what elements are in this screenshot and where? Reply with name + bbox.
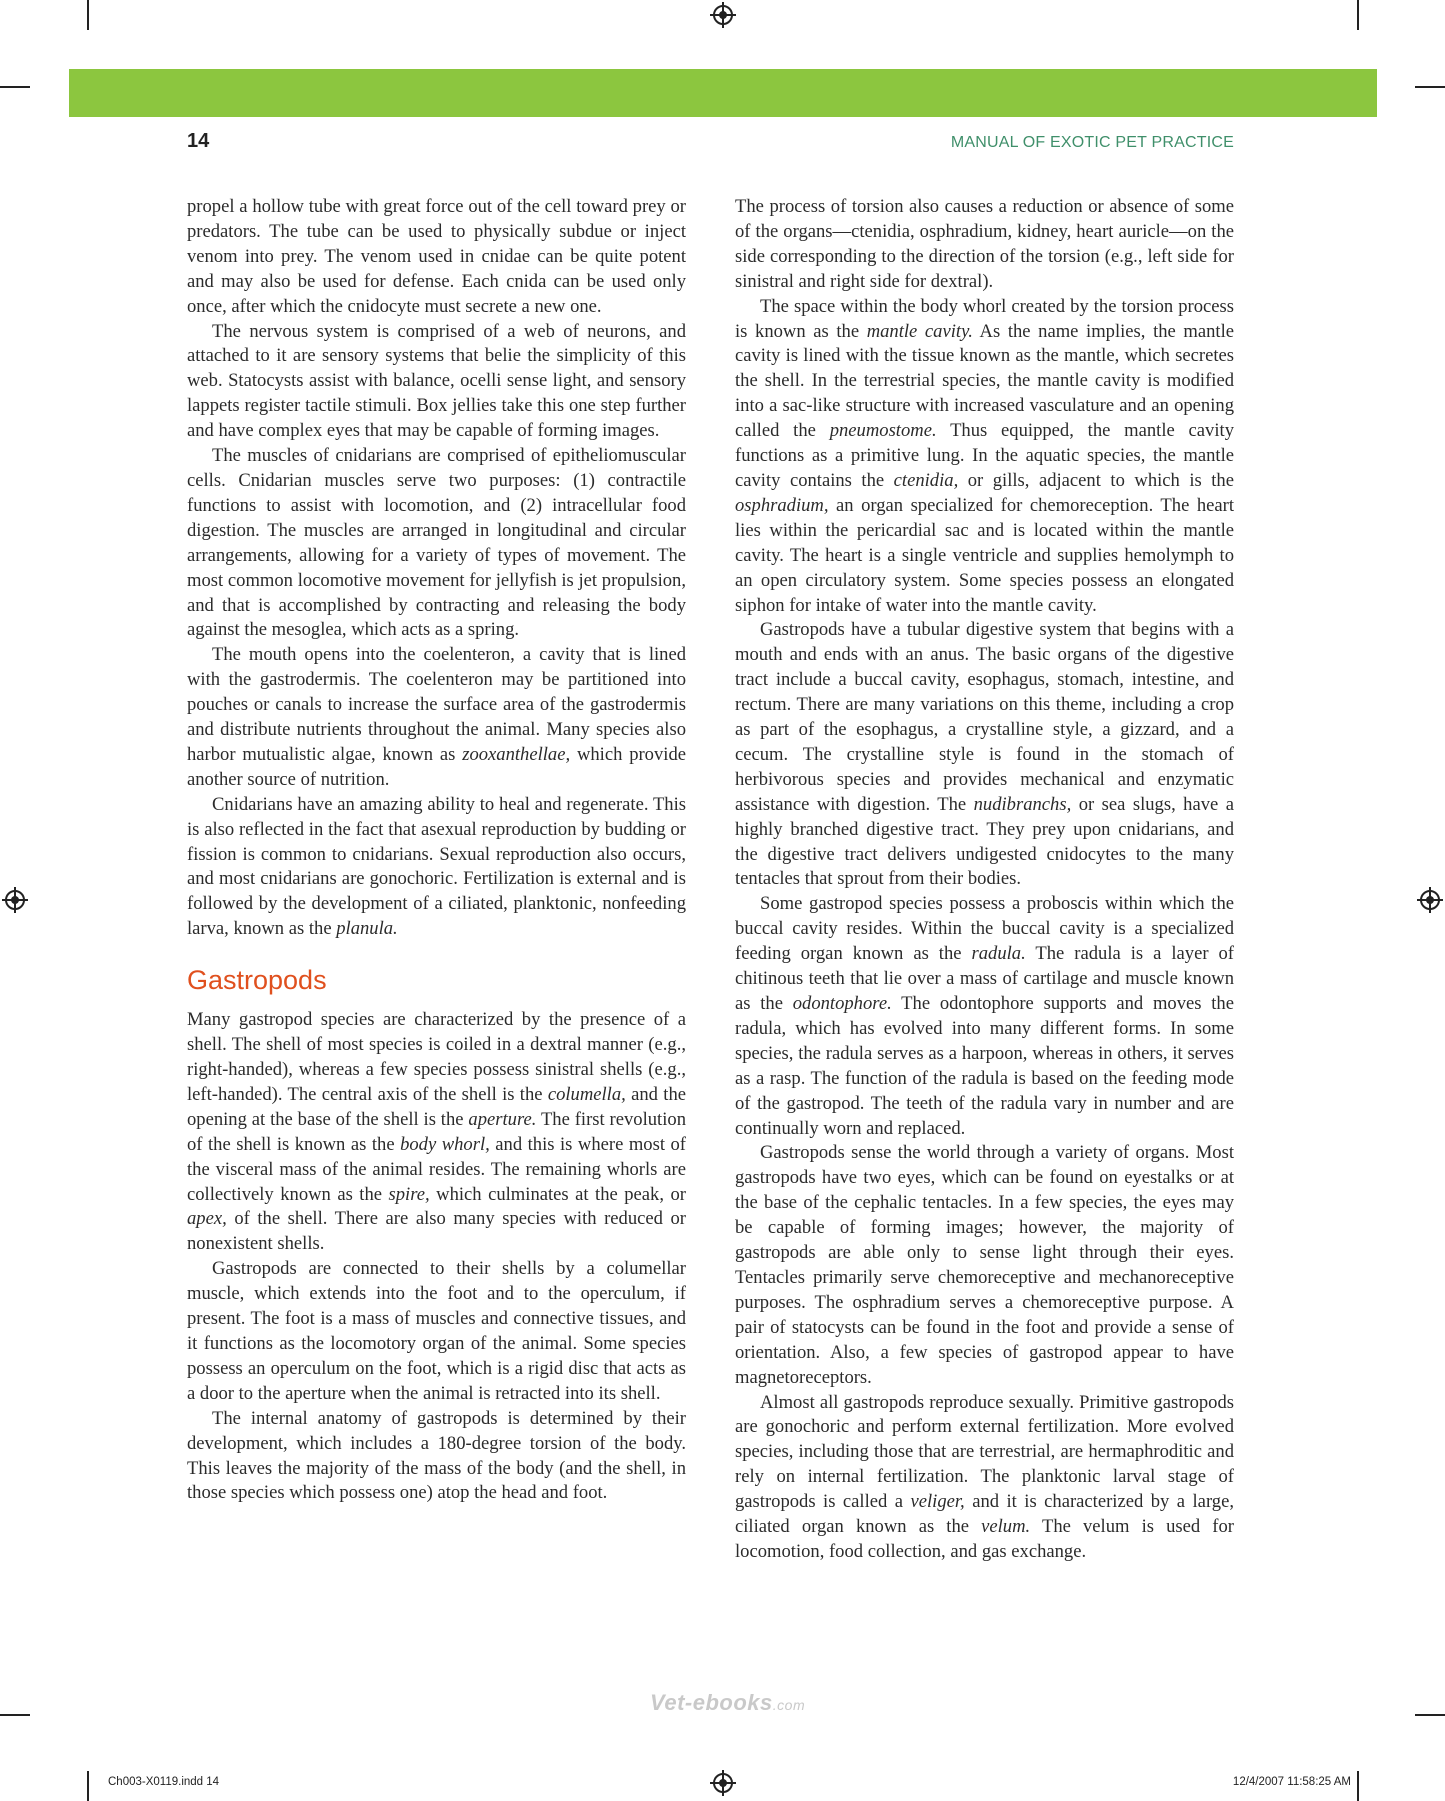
term: body whorl, bbox=[400, 1133, 490, 1155]
crop-mark bbox=[1415, 1714, 1445, 1716]
section-heading: Gastropods bbox=[187, 965, 327, 996]
paragraph: Gastropods are connected to their shells by a columellar muscle, which extends into the foot and to the operculum, if present. The foot is a mass of muscles and connective tissues, and it functions as the locomotory organ of the animal. Some species possess an operculum on the foot, which is a rigid disc that acts as a door to the aperture when the animal is retracted into its shell. bbox=[187, 1258, 686, 1404]
term: velum. bbox=[981, 1516, 1031, 1538]
paragraph: Some gastropod species possess a proboscis within which the buccal cavity resides. Within the buccal cavity is a specialized feeding organ known as the radula. The radula is a layer of chitinous teeth that lie over a mass of cartilage and muscle known as the odontophore. The odontophore supports and moves the radula, which has evolved into many different forms. In some species, the radula serves as a harpoon, whereas in others, it serves as a rasp. The function of the radula is based on the feeding mode of the gastropod. The teeth of the radula vary in number and are continually worn and replaced. bbox=[735, 893, 1234, 1139]
crop-mark bbox=[87, 0, 89, 30]
term: odontophore. bbox=[792, 993, 892, 1014]
paragraph: propel a hollow tube with great force out of the cell toward prey or predators. The tube can be used to physically subdue or inject venom into prey. The venom used in cnidae can be quite potent and may also be used for defense. Each cnida can be used only once, after which the cnidocyte must secrete a new one. bbox=[187, 196, 686, 317]
crop-mark bbox=[0, 86, 30, 88]
crop-mark bbox=[1357, 0, 1359, 30]
registration-mark-icon bbox=[713, 1773, 733, 1793]
slug-date: 12/4/2007 11:58:25 AM bbox=[1232, 1776, 1351, 1788]
paragraph: The muscles of cnidarians are comprised of epitheliomuscular cells. Cnidarian muscles serve two purposes: (1) contractile functions to assist with locomotion, and (2) intracellular food digestion. The muscles are arranged in longitudinal and circular arrangements, allowing for a variety of types of movement. The most common locomotive movement for jellyfish is jet propulsion, and that is accomplished by contracting and releasing the body against the mesoglea, which acts as a spring. bbox=[187, 445, 686, 641]
right-column bbox=[735, 195, 1234, 1565]
paragraph: The nervous system is comprised of a web of neurons, and attached to it are sensory systems that belie the simplicity of this web. Statocysts assist with balance, ocelli sense light, and sensory lappets register tactile stimuli. Box jellies take this one step further and have complex eyes that may be capable of forming images. bbox=[187, 320, 686, 442]
crop-mark bbox=[1357, 1771, 1359, 1801]
term: zooxanthellae, bbox=[462, 743, 571, 765]
running-head: MANUAL OF EXOTIC PET PRACTICE bbox=[950, 134, 1234, 151]
registration-mark-icon bbox=[5, 890, 25, 910]
term: planula. bbox=[336, 918, 398, 940]
term: radula. bbox=[971, 943, 1026, 965]
paragraph: Cnidarians have an amazing ability to heal and regenerate. This is also reflected in the fact that asexual reproduction by budding or fission is common to cnidarians. Sexual reproduction also occurs, and most cnidarians are gonochoric. Fertilization is external and is followed by the development of a ciliated, planktonic, nonfeeding larva, known as the planula. bbox=[187, 793, 686, 940]
paragraph: The process of torsion also causes a reduction or absence of some of the organs—ctenidia, osphradium, kidney, heart auricle—on the side corresponding to the direction of the torsion (e.g., left side for sinistral and right side for dextral). bbox=[735, 196, 1234, 292]
crop-mark bbox=[1415, 86, 1445, 88]
slug-file: Ch003-X0119.indd 14 bbox=[108, 1776, 220, 1788]
term: veliger, bbox=[910, 1491, 965, 1513]
page-number: 14 bbox=[187, 130, 210, 152]
watermark: Vet-ebooks.com bbox=[650, 1690, 806, 1715]
term: aperture. bbox=[468, 1108, 537, 1130]
paragraph: The mouth opens into the coelenteron, a cavity that is lined with the gastrodermis. The coelenteron may be partitioned into pouches or canals to increase the surface area of the gastrodermis and distribute nutrients throughout the animal. Many species also harbor mutualistic algae, known as zooxanthellae, which provide another source of nutrition. bbox=[187, 644, 686, 790]
crop-mark bbox=[87, 1771, 89, 1801]
registration-mark-icon bbox=[1420, 890, 1440, 910]
term: nudibranchs, bbox=[973, 793, 1072, 815]
term: mantle cavity. bbox=[866, 320, 973, 342]
paragraph: Many gastropod species are characterized by the presence of a shell. The shell of most species is coiled in a dextral manner (e.g., right-handed), whereas a few species possess sinistral shells (e.g., left-handed). The central axis of the shell is the columella, and the opening at the base of the shell is the aperture. The first revolution of the shell is known as the body whorl, and this is where most of the visceral mass of the animal resides. The remaining whorls are collectively known as the spire, which culminates at the peak, or apex, of the shell. There are also many species with reduced or nonexistent shells. bbox=[187, 1009, 686, 1255]
registration-mark-icon bbox=[713, 5, 733, 25]
paragraph: Almost all gastropods reproduce sexually. Primitive gastropods are gonochoric and perform external fertilization. More evolved species, including those that are terrestrial, are hermaphroditic and rely on internal fertilization. The planktonic larval stage of gastropods is called a veliger, and it is characterized by a large, ciliated organ known as the velum. The velum is used for locomotion, food collection, and gas exchange. bbox=[735, 1391, 1234, 1562]
paragraph: The internal anatomy of gastropods is determined by their development, which includes a 180-degree torsion of the body. This leaves the majority of the mass of the body (and the shell, in those species which possess one) atop the head and foot. bbox=[187, 1407, 686, 1504]
paragraph: Gastropods sense the world through a variety of organs. Most gastropods have two eyes, which can be found on eyestalks or at the base of the cephalic tentacles. In a few species, the eyes may be capable of forming images; however, the majority of gastropods are able only to sense light through their eyes. Tentacles primarily serve chemoreceptive and mechanoreceptive purposes. The osphradium serves a chemoreceptive purpose. A pair of statocysts can be found in the foot and provide a sense of orientation. Also, a few species of gastropod appear to have magnetoreceptors. bbox=[735, 1142, 1234, 1388]
term: spire, bbox=[388, 1183, 430, 1205]
crop-mark bbox=[0, 1714, 30, 1716]
header-band bbox=[69, 69, 1377, 117]
term: pneumostome. bbox=[829, 420, 937, 442]
left-column bbox=[187, 195, 686, 1506]
term: columella, bbox=[547, 1083, 626, 1105]
paragraph: The space within the body whorl created by the torsion process is known as the mantle cavity. As the name implies, the mantle cavity is lined with the tissue known as the mantle, which secretes the shell. In the terrestrial species, the mantle cavity is modified into a sac-like structure with increased vasculature and an opening called the pneumostome. Thus equipped, the mantle cavity functions as a primitive lung. In the aquatic species, the mantle cavity contains the ctenidia, or gills, adjacent to which is the osphradium, an organ specialized for chemoreception. The heart lies within the pericardial sac and is located within the mantle cavity. The heart is a single ventricle and supplies hemolymph to an open circulatory system. Some species possess an elongated siphon for intake of water into the mantle cavity. bbox=[735, 295, 1234, 616]
term: ctenidia, bbox=[893, 469, 959, 491]
term: osphradium, bbox=[735, 494, 829, 516]
term: apex, bbox=[187, 1208, 227, 1230]
paragraph: Gastropods have a tubular digestive system that begins with a mouth and ends with an anus. The basic organs of the digestive tract include a buccal cavity, esophagus, stomach, intestine, and rectum. There are many variations on this theme, including a crop as part of the esophagus, a crystalline style, a gizzard, and a cecum. The crystalline style is found in the stomach of herbivorous species and provides mechanical and enzymatic assistance with digestion. The nudibranchs, or sea slugs, have a highly branched digestive tract. They prey upon cnidarians, and the digestive tract delivers undigested cnidocytes to the many tentacles that sprout from their bodies. bbox=[735, 619, 1234, 890]
